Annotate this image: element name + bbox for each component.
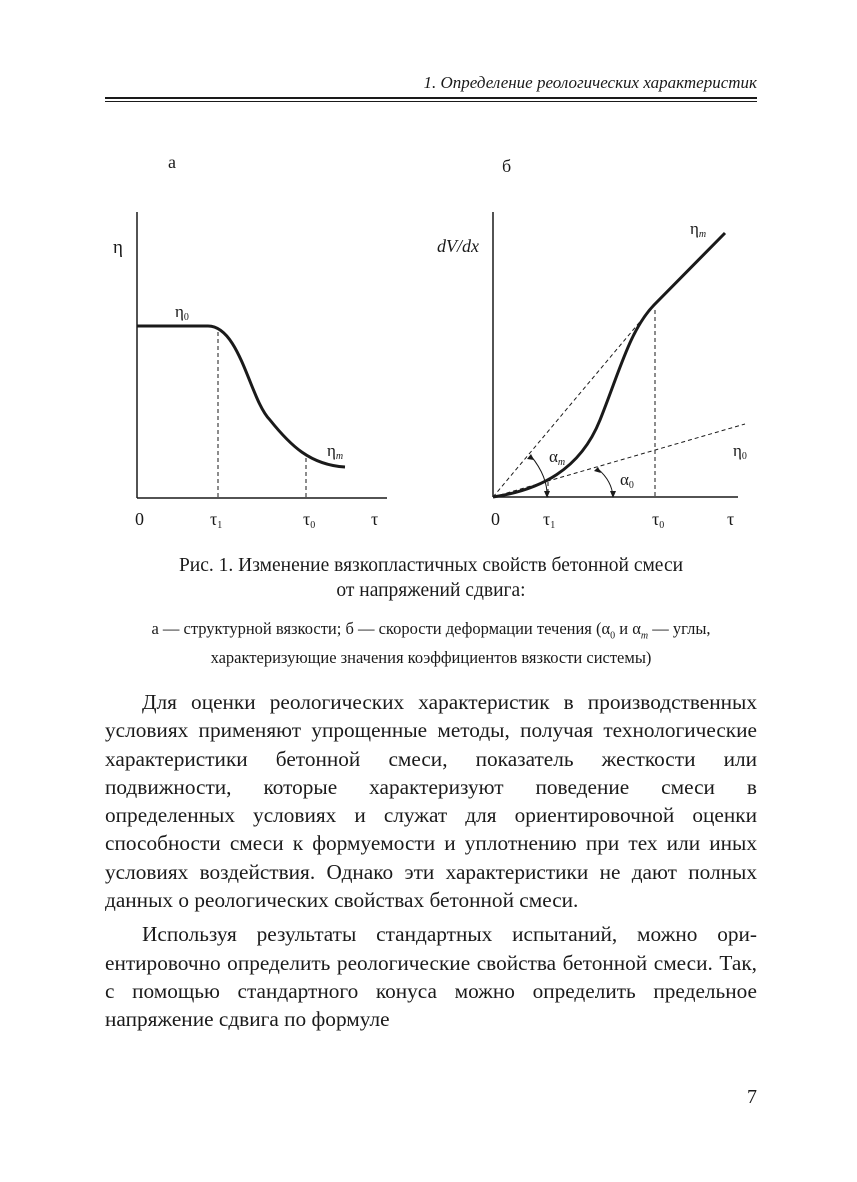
figure-caption-legend	[105, 618, 757, 669]
caption-line-1: Рис. 1. Изменение вязкопластичных свойств бетонной смеси	[178, 555, 684, 576]
panel-a	[113, 152, 387, 531]
caption-legend-line-1: а — структурной вязкости; б — скорости деформации течения ($\alpha_0$ и $\alpha_m$ — углы,	[151, 619, 711, 642]
panel-a-eta0-label: η0	[175, 302, 189, 323]
panel-b-etam-label: ηm	[690, 219, 707, 240]
panel-a-viscosity-curve	[137, 326, 345, 467]
panel-b-etam-tangent	[493, 305, 654, 497]
caption-line-2: от напряжений сдвига:	[336, 580, 526, 601]
running-header: 1. Определение реологических характеристик	[423, 73, 757, 92]
panel-b-alpham-arrow-top	[527, 454, 534, 460]
panel-b	[437, 156, 747, 531]
body-text	[105, 688, 757, 1034]
panel-b-tau0-label: τ0	[652, 509, 665, 531]
page-number: 7	[747, 1086, 757, 1108]
panel-a-x-label: τ	[371, 509, 379, 529]
paragraph-1: Для оценки реологических характеристик в производственных условиях применяют упрощенные методы, получая технологические характеристики бетонной смеси, показатель жесткости или подвижности, которые характеризуют поведение смеси в определенных условиях и служат для ориентировочной оценки способности смеси к формуемости и уплотнению при тех или иных условиях воздействия. Однако эти характеристики не дают полных данных о реологических свойствах бетонной смеси.	[105, 690, 757, 913]
panel-b-x-label: τ	[727, 509, 735, 529]
paragraph-2: Используя результаты стандартных испытаний, можно ориентировочно определить реологические свойства бетонной смеси. Так, с помощью стандартного конуса можно определить предельное напряжение сдвига по формуле	[105, 922, 757, 1032]
panel-a-y-label: η	[113, 237, 123, 258]
figure-1	[0, 0, 857, 545]
panel-b-label: б	[502, 156, 512, 176]
panel-b-alpha0-label: α0	[620, 470, 634, 491]
panel-b-alpham-label: αm	[549, 447, 566, 468]
panel-a-tau0-label: τ0	[303, 509, 316, 531]
panel-b-y-label: dV/dx	[437, 236, 479, 256]
panel-b-tau1-label: τ1	[543, 509, 556, 531]
panel-a-label: а	[168, 152, 176, 172]
figure-caption	[105, 553, 757, 603]
panel-a-origin-label: 0	[135, 509, 144, 529]
panel-b-origin-label: 0	[491, 509, 500, 529]
panel-b-eta0-label: η0	[733, 441, 747, 462]
panel-a-tau1-label: τ1	[210, 509, 223, 531]
caption-legend-line-2: характеризующие значения коэффициентов вязкости системы)	[210, 648, 652, 668]
panel-a-etam-label: ηm	[327, 441, 344, 462]
panel-b-alpha0-arc	[598, 469, 613, 497]
panel-b-alpham-arc	[531, 456, 547, 497]
panel-b-shear-rate-curve	[493, 233, 725, 497]
